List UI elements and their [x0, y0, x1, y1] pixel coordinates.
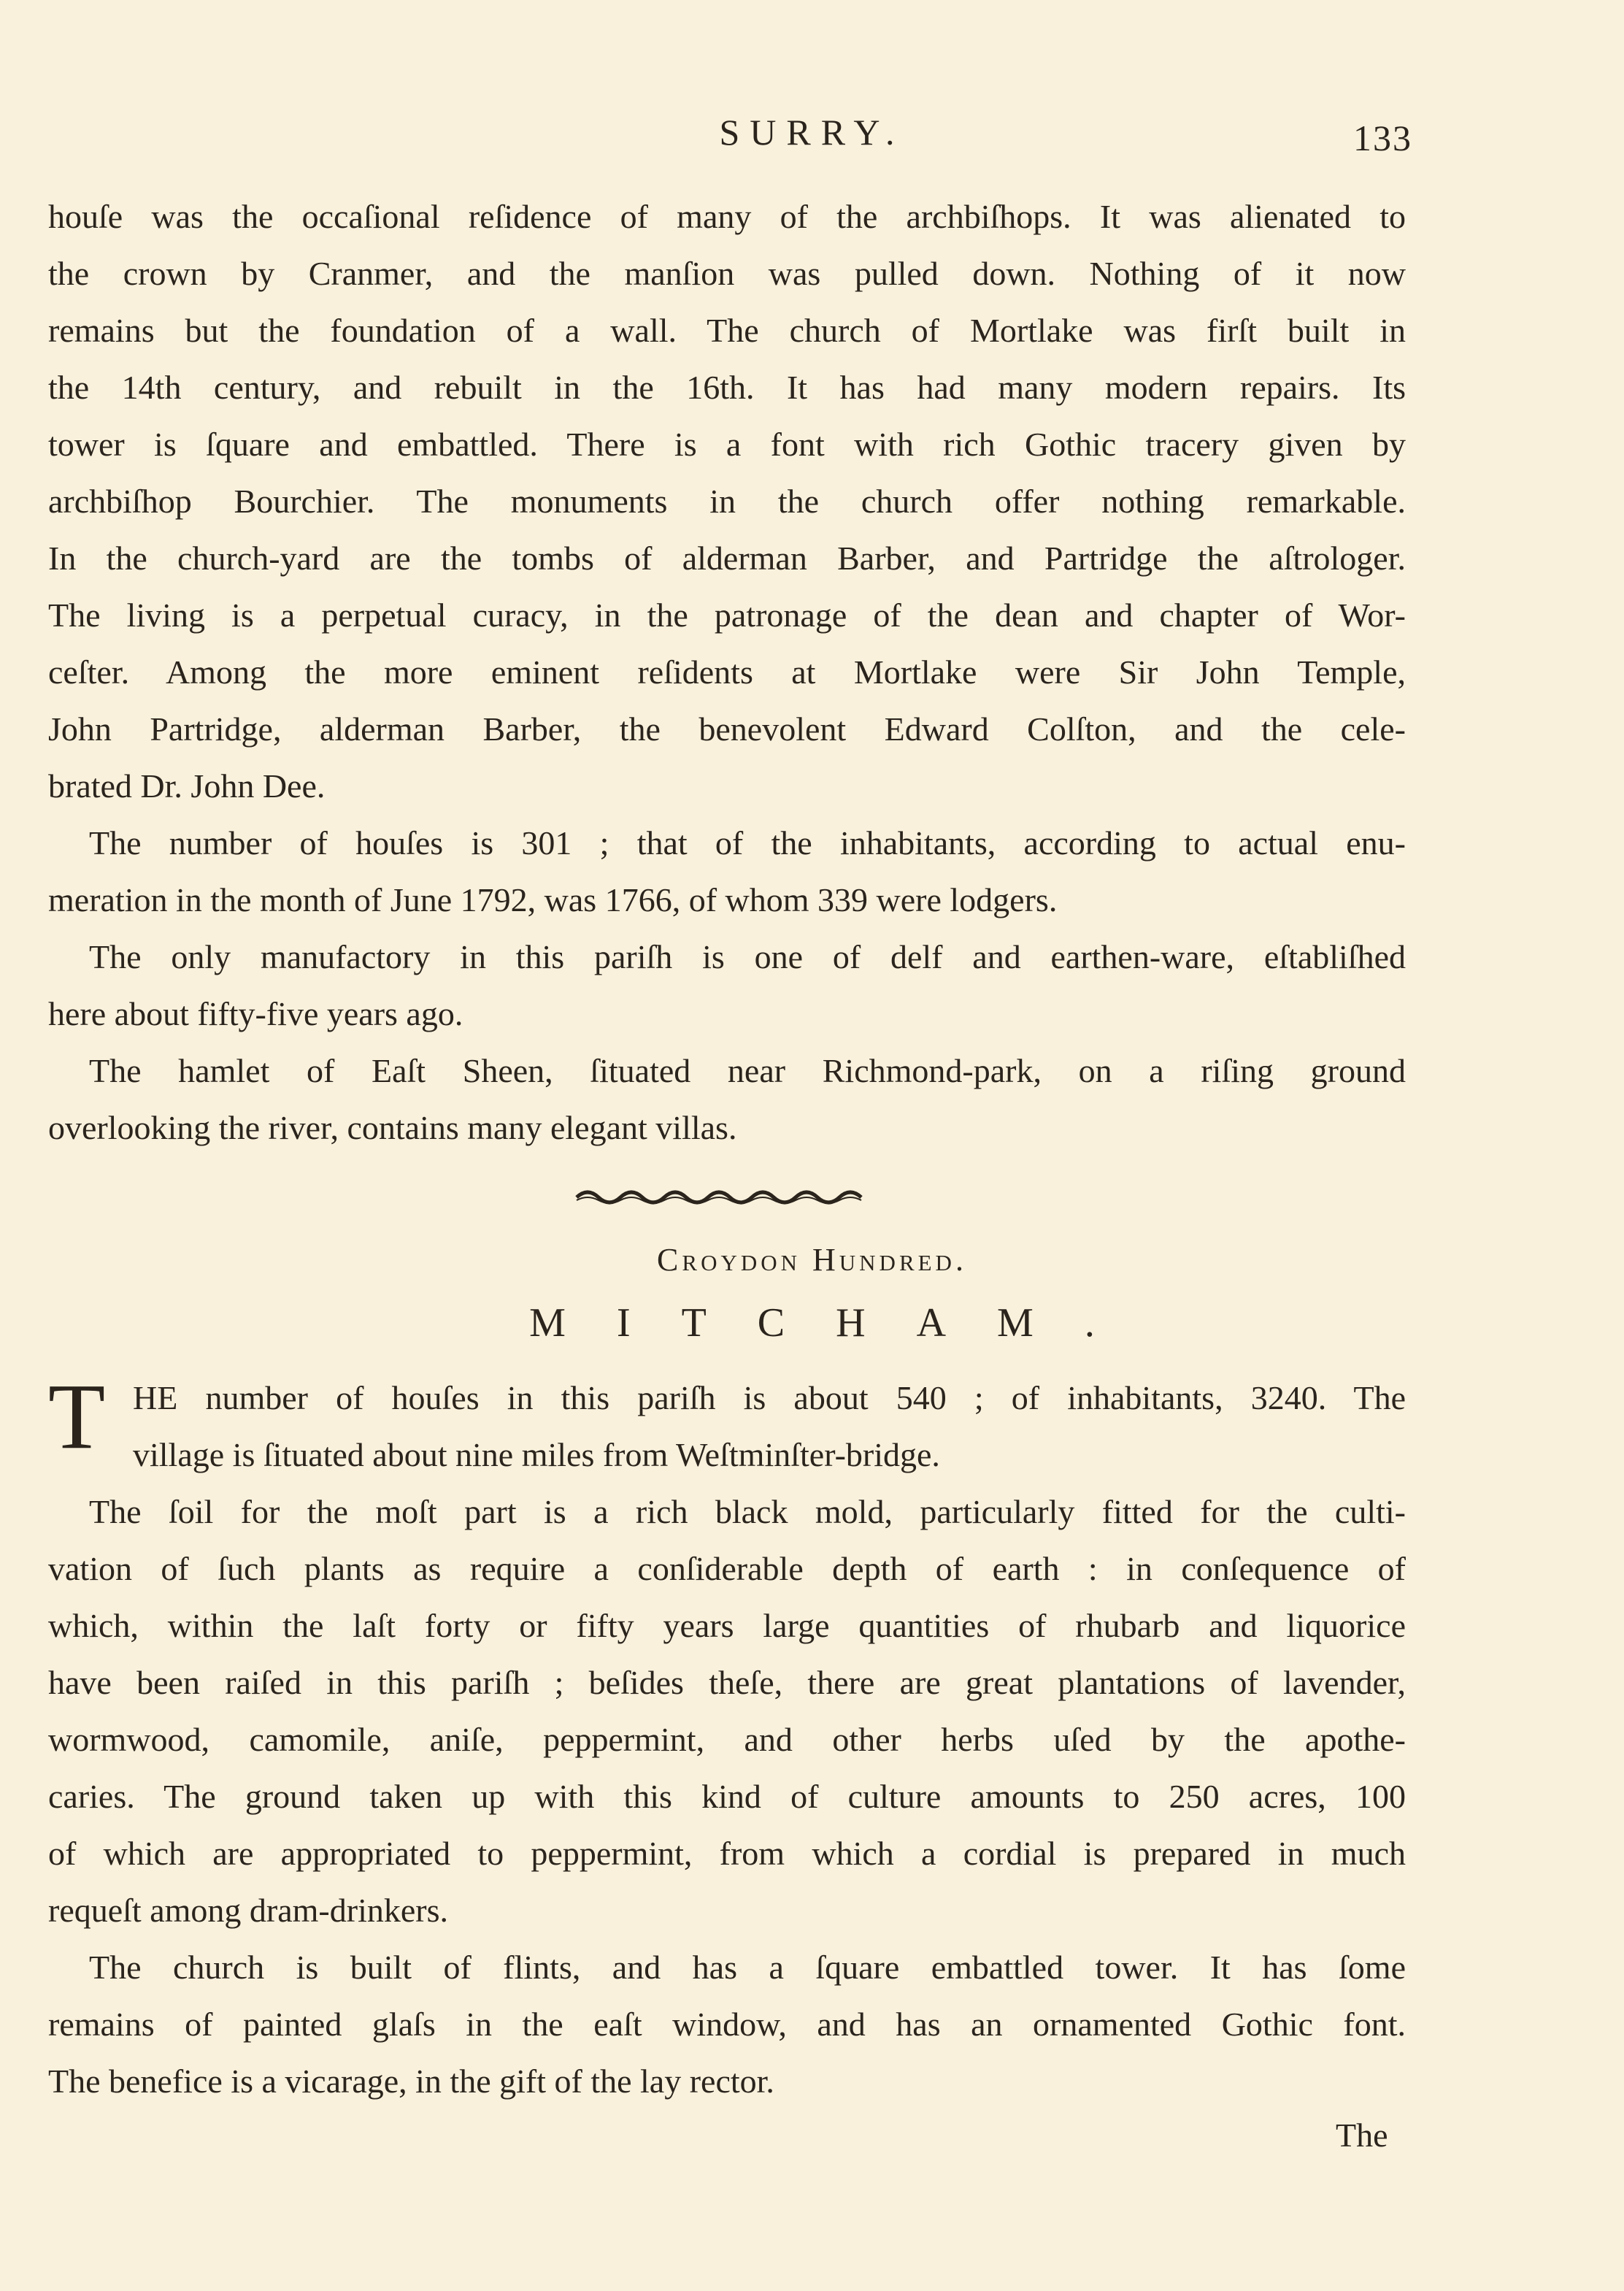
text-line: which, within the laſt forty or fifty years large quantities of rhubarb and liquorice	[48, 1607, 1406, 1644]
text-line: overlooking the river, contains many elegant villas.	[48, 1109, 737, 1146]
text-line: archbiſhop Bourchier. The monuments in the church offer nothing remarkable.	[48, 483, 1406, 520]
text-line: remains of painted glaſs in the eaſt window, and has an ornamented Gothic font.	[48, 2006, 1406, 2043]
hundred-heading: Croydon Hundred.	[657, 1242, 967, 1278]
text-line: The ſoil for the moſt part is a rich black mold, particularly fitted for the culti-	[89, 1493, 1406, 1530]
catchword: The	[1336, 2117, 1388, 2154]
text-line: caries. The ground taken up with this kind of culture amounts to 250 acres, 100	[48, 1778, 1406, 1815]
text-line: the 14th century, and rebuilt in the 16th. It has had many modern repairs. Its	[48, 369, 1406, 406]
text-line: John Partridge, alderman Barber, the benevolent Edward Colſton, and the cele-	[48, 710, 1406, 748]
text-line: wormwood, camomile, aniſe, peppermint, and other herbs uſed by the apothe-	[48, 1721, 1406, 1758]
page-number: 133	[1353, 118, 1412, 158]
text-line: remains but the foundation of a wall. The church of Mortlake was firſt built in	[48, 312, 1406, 349]
text-line: of which are appropriated to peppermint, from which a cordial is prepared in much	[48, 1835, 1406, 1872]
text-line: The number of houſes is 301 ; that of the inhabitants, according to actual enu-	[89, 824, 1406, 861]
text-line: the crown by Cranmer, and the manſion was pulled down. Nothing of it now	[48, 255, 1406, 292]
text-line: ceſter. Among the more eminent reſidents at Mortlake were Sir John Temple,	[48, 653, 1406, 691]
text-line: brated Dr. John Dee.	[48, 767, 326, 805]
text-line: houſe was the occaſional reſidence of many of the archbiſhops. It was alienated to	[48, 198, 1406, 235]
ornament-divider	[569, 1184, 876, 1206]
text-line: here about fifty-five years ago.	[48, 995, 463, 1032]
text-line: The living is a perpetual curacy, in the patronage of the dean and chapter of Wor-	[48, 596, 1406, 634]
text-line: meration in the month of June 1792, was 1766, of whom 339 were lodgers.	[48, 881, 1058, 918]
text-line: The only manufactory in this pariſh is one of delf and earthen-ware, eſtabliſhed	[89, 938, 1406, 975]
text-line: have been raiſed in this pariſh ; beſides theſe, there are great plantations of lavender,	[48, 1664, 1406, 1701]
text-line: requeſt among dram-drinkers.	[48, 1892, 448, 1929]
place-title: MITCHAM.	[529, 1300, 1146, 1346]
text-line: The benefice is a vicarage, in the gift of the lay rector.	[48, 2062, 774, 2100]
text-line: The hamlet of Eaſt Sheen, ſituated near Richmond-park, on a riſing ground	[89, 1052, 1406, 1089]
text-line: In the church-yard are the tombs of alderman Barber, and Partridge the aſtrologer.	[48, 540, 1406, 577]
text-line: village is ſituated about nine miles from Weſtminſter-bridge.	[133, 1436, 940, 1473]
drop-cap: T	[48, 1365, 106, 1468]
text-line: The church is built of flints, and has a ſquare embattled tower. It has ſome	[89, 1949, 1406, 1986]
text-line: HE number of houſes in this pariſh is about 540 ; of inhabitants, 3240. The	[133, 1379, 1406, 1416]
text-line: vation of ſuch plants as require a conſiderable depth of earth : in conſequence of	[48, 1550, 1406, 1587]
text-line: tower is ſquare and embattled. There is a font with rich Gothic tracery given by	[48, 426, 1406, 463]
running-title: SURRY.	[719, 112, 905, 153]
